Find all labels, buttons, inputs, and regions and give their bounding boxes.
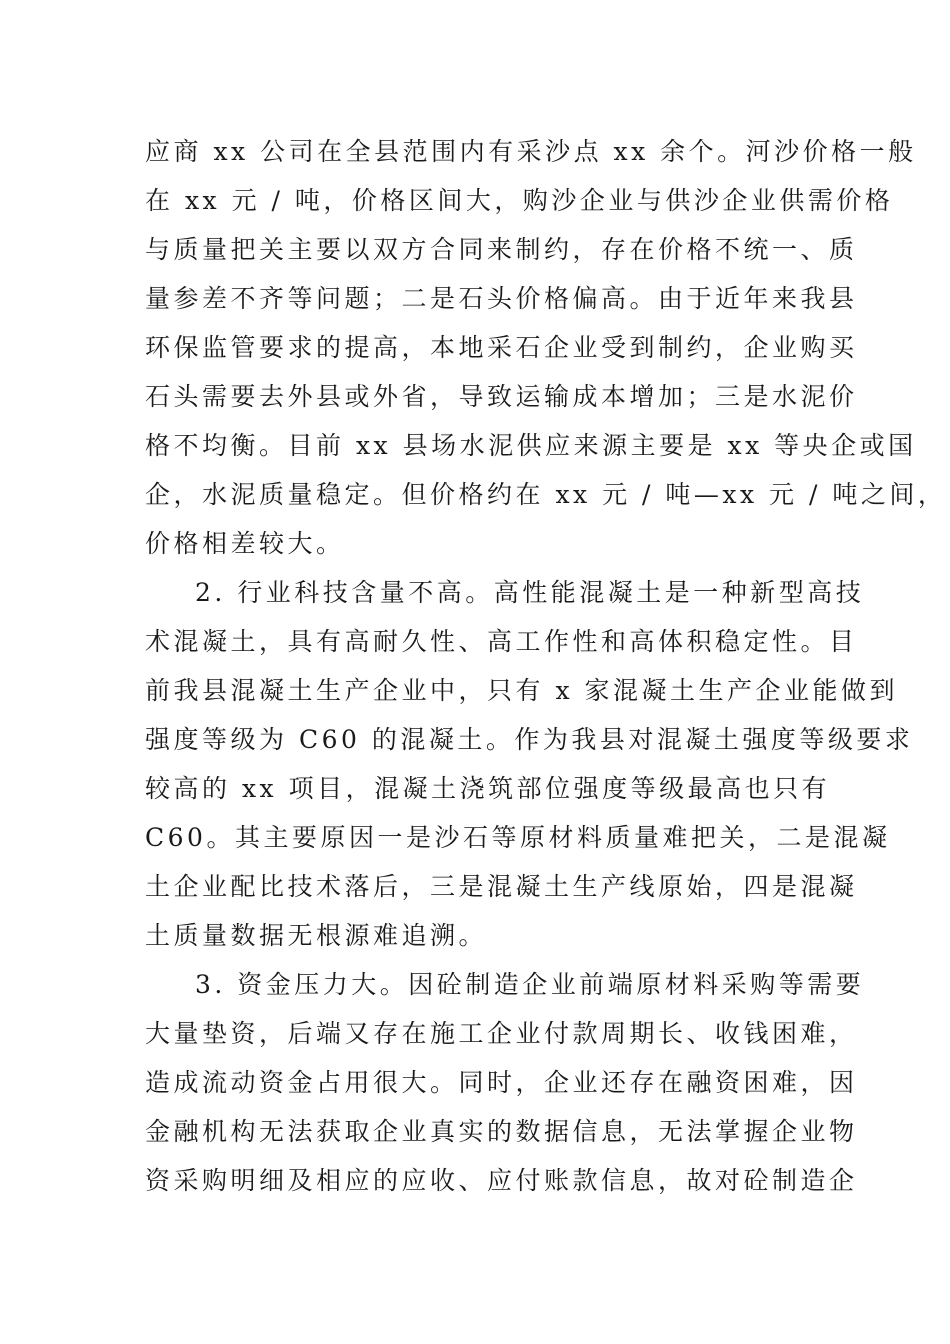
text-line: 土企业配比技术落后，三是混凝土生产线原始，四是混凝 [145,872,858,901]
text-line: 资采购明细及相应的应收、应付账款信息，故对砼制造企 [145,1166,858,1195]
text-line: 在 xx 元 / 吨，价格区间大，购沙企业与供沙企业供需价格 [145,186,894,215]
text-line: 价格相差较大。 [145,529,345,558]
text-line: 环保监管要求的提高，本地采石企业受到制约，企业购买 [145,333,858,362]
paragraph-3-first-line: 3. 资金压力大。因砼制造企业前端原材料采购等需要 [195,970,865,999]
text-line: 较高的 xx 项目，混凝土浇筑部位强度等级最高也只有 [145,774,831,803]
text-line: 土质量数据无根源难追溯。 [145,921,488,950]
text-line: 造成流动资金占用很大。同时，企业还存在融资困难，因 [145,1068,858,1097]
paragraph-2-first-line: 2. 行业科技含量不高。高性能混凝土是一种新型高技 [195,578,865,607]
text-line: 与质量把关主要以双方合同来制约，存在价格不统一、质 [145,235,858,264]
text-line: 应商 xx 公司在全县范围内有采沙点 xx 余个。河沙价格一般 [145,137,917,166]
text-line: 金融机构无法获取企业真实的数据信息，无法掌握企业物 [145,1117,858,1146]
text-line: 石头需要去外县或外省，导致运输成本增加；三是水泥价 [145,382,858,411]
text-line: 量参差不齐等问题；二是石头价格偏高。由于近年来我县 [145,284,858,313]
text-line: 大量垫资，后端又存在施工企业付款周期长、收钱困难， [145,1019,858,1048]
text-line: 强度等级为 C60 的混凝土。作为我县对混凝土强度等级要求 [145,725,914,754]
text-line: 企，水泥质量稳定。但价格约在 xx 元 / 吨—xx 元 / 吨之间， [145,480,947,509]
text-line: C60。其主要原因一是沙石等原材料质量难把关，二是混凝 [145,823,891,852]
text-line: 前我县混凝土生产企业中，只有 x 家混凝土生产企业能做到 [145,676,898,705]
text-line: 术混凝土，具有高耐久性、高工作性和高体积稳定性。目 [145,627,858,656]
text-line: 格不均衡。目前 xx 县场水泥供应来源主要是 xx 等央企或国 [145,431,917,460]
